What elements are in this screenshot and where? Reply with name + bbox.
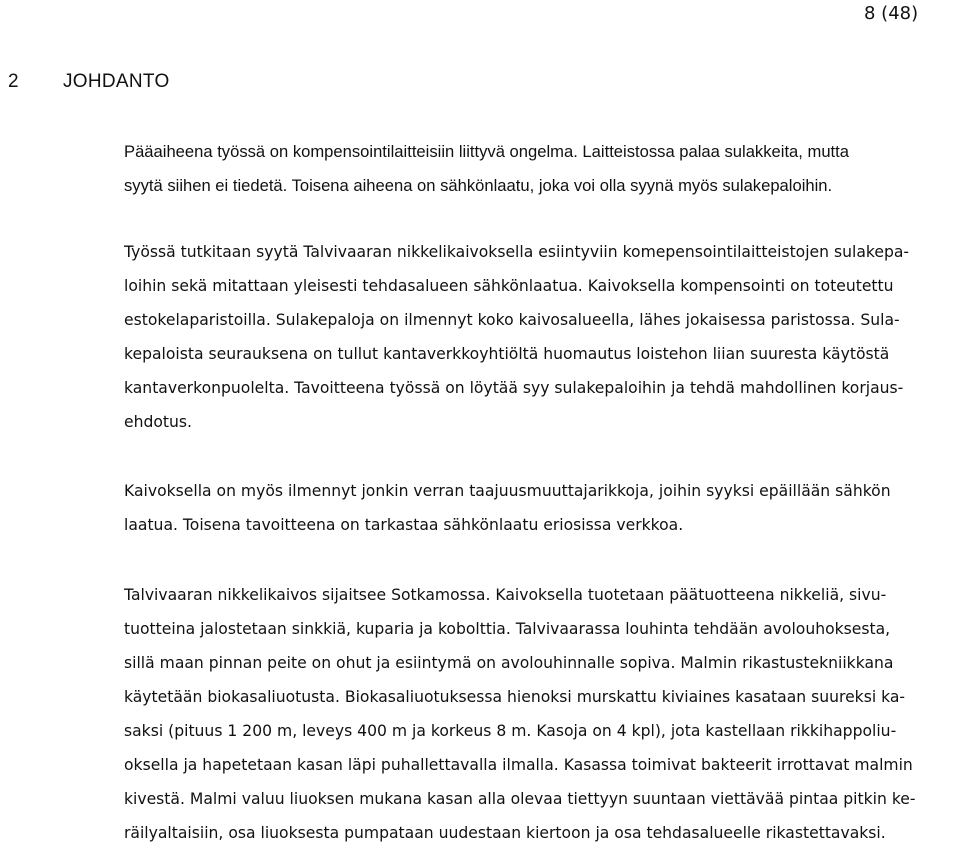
text-line: tuotteina jalostetaan sinkkiä, kuparia ja kobolttia. Talvivaarassa louhinta tehdään avolouhoksesta,	[124, 620, 891, 638]
text-line: räilyaltaisiin, osa liuoksesta pumpataan uudestaan kiertoon ja osa tehdasalueelle rikastettavaksi.	[124, 824, 886, 842]
paragraph-4	[124, 578, 936, 850]
text-line: Pääaiheena työssä on kompensointilaitteisiin liittyvä ongelma. Laitteistossa palaa sulakkeita, mutta	[124, 142, 850, 161]
text-line: laatua. Toisena tavoitteena on tarkastaa sähkönlaatu eriosissa verkkoa.	[124, 516, 684, 534]
text-line: sillä maan pinnan peite on ohut ja esiintymä on avolouhinnalle sopiva. Malmin rikastustekniikkana	[124, 654, 894, 672]
section-title: JOHDANTO	[63, 71, 170, 92]
text-line: kepaloista seurauksena on tullut kantaverkkoyhtiöltä huomautus loistehon liian suuresta käytöstä	[124, 345, 890, 363]
text-line: käytetään biokasaliuotusta. Biokasaliuotuksessa hienoksi murskattu kiviaines kasataan suureksi ka-	[124, 688, 906, 706]
text-line: Työssä tutkitaan syytä Talvivaaran nikkelikaivoksella esiintyviin komepensointilaitteistojen sulakepa-	[124, 243, 910, 261]
text-line: loihin sekä mitattaan yleisesti tehdasalueen sähkönlaatua. Kaivoksella kompensointi on toteutettu	[124, 277, 894, 295]
text-line: kantaverkonpuolelta. Tavoitteena työssä on löytää syy sulakepaloihin ja tehdä mahdollinen korjaus-	[124, 379, 904, 397]
text-line: oksella ja hapetetaan kasan läpi puhallettavalla ilmalla. Kasassa toimivat bakteerit irrottavat malmin	[124, 756, 913, 774]
text-line: kivestä. Malmi valuu liuoksen mukana kasan alla olevaa tiettyyn suuntaan viettävää pintaa pitkin ke-	[124, 790, 916, 808]
text-line: Talvivaaran nikkelikaivos sijaitsee Sotkamossa. Kaivoksella tuotetaan päätuotteena nikkeliä, sivu-	[124, 586, 887, 604]
text-line: ehdotus.	[124, 413, 192, 431]
text-line: saksi (pituus 1 200 m, leveys 400 m ja korkeus 8 m. Kasoja on 4 kpl), jota kastellaan rikkihappoliu-	[124, 722, 897, 740]
text-line: syytä siihen ei tiedetä. Toisena aiheena on sähkönlaatu, joka voi olla syynä myös sulakepaloihin.	[124, 176, 833, 195]
paragraph-3	[124, 474, 936, 542]
text-line: Kaivoksella on myös ilmennyt jonkin verran taajuusmuuttajarikkoja, joihin syyksi epäillään sähkön	[124, 482, 891, 500]
section-number: 2	[8, 71, 19, 92]
paragraph-1	[124, 135, 936, 203]
paragraph-2	[124, 235, 936, 439]
page-number: 8 (48)	[864, 3, 919, 24]
text-line: estokelaparistoilla. Sulakepaloja on ilmennyt koko kaivosalueella, lähes jokaisessa paristossa. Sula-	[124, 311, 900, 329]
